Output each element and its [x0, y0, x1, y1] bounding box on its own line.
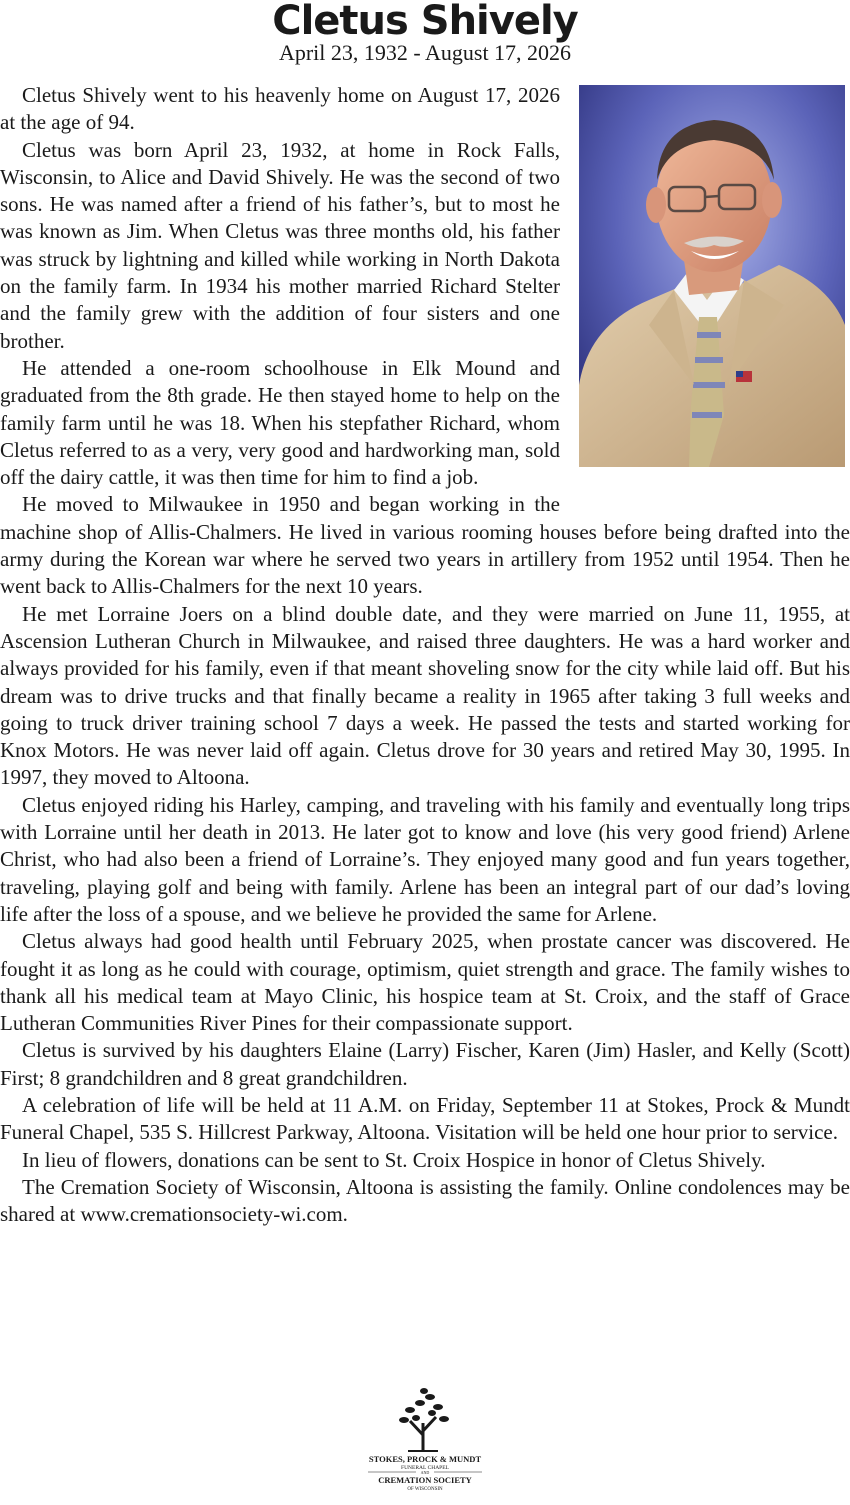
paragraph-4: He moved to Milwaukee in 1950 and began working in the machine shop of Allis-Chalmers. He lived in various rooming houses before being drafted into the army during the Korean war where he served two years in artillery from 1952 until 1954. Then he went back to Allis-Chalmers for the next 10 years. [0, 492, 850, 599]
paragraph-6: Cletus enjoyed riding his Harley, camping, and traveling with his family and eventually long trips with Lorraine until her death in 2013. He later got to know and love (his very good friend) Arlene Christ, who had also been a friend of Lorraine’s. They enjoyed many good and fun years together, traveling, playing golf and being with family. Arlene has been an integral part of our dad’s loving life after the loss of a spouse, and we believe he provided the same for Arlene. [0, 792, 850, 926]
paragraph-1: Cletus Shively went to his heavenly home on August 17, 2026 at the age of 94. [0, 83, 560, 135]
paragraph-5: He met Lorraine Joers on a blind double date, and they were married on June 11, 1955, at Ascension Lutheran Church in Milwaukee, and raised three daughters. He was a hard worker and always provided for his family, even if that meant shoveling snow for the city while laid off. But his dream was to drive trucks and that finally became a reality in 1965 after taking 3 full weeks and going to truck driver training school 7 days a week. He passed the tests and started working for Knox Motors. He was never laid off again. Cletus drove for 30 years and retired May 30, 1995. In 1997, they moved to Altoona. [0, 601, 850, 790]
life-dates: April 23, 1932 - August 17, 2026 [278, 40, 572, 65]
paragraph-3: He attended a one-room schoolhouse in Elk Mound and graduated from the 8th grade. He then stayed home to help on the family farm until he was 18. When his stepfather Richard, whom Cletus referred to as a very, very good and hardworking man, sold off the dairy cattle, it was then time for him to find a job. [0, 355, 560, 490]
logo-line-3: AND [420, 1470, 430, 1475]
funeral-home-logo [320, 1383, 530, 1500]
obituary-name: Cletus Shively [272, 0, 578, 44]
logo-line-2: FUNERAL CHAPEL [401, 1465, 449, 1471]
logo-line-5: OF WISCONSIN [407, 1487, 443, 1492]
logo-line-4: CREMATION SOCIETY [378, 1475, 472, 1485]
paragraph-9: A celebration of life will be held at 11 A.M. on Friday, September 11 at Stokes, Prock & Mundt Funeral Chapel, 535 S. Hillcrest Parkway, Altoona. Visitation will be held one hour prior to service. [0, 1092, 850, 1145]
paragraph-8: Cletus is survived by his daughters Elaine (Larry) Fischer, Karen (Jim) Hasler, and Kelly (Scott) First; 8 grandchildren and 8 great grandchildren. [0, 1038, 850, 1090]
paragraph-2: Cletus was born April 23, 1932, at home in Rock Falls, Wisconsin, to Alice and David Shively. He was the second of two sons. He was named after a friend of his father’s, but to most he was known as Jim. When Cletus was three months old, his father was struck by lightning and killed while working in North Dakota on the family farm. In 1934 his mother married Richard Stelter and the family grew with the addition of four sisters and one brother. [0, 137, 560, 353]
portrait-photo [579, 85, 845, 467]
paragraph-11: The Cremation Society of Wisconsin, Altoona is assisting the family. Online condolences may be shared at www.cremationsociety-wi.com. [0, 1174, 850, 1227]
logo-line-1: STOKES, PROCK & MUNDT [368, 1454, 482, 1464]
paragraph-10: In lieu of flowers, donations can be sent to St. Croix Hospice in honor of Cletus Shively. [22, 1147, 766, 1172]
paragraph-7: Cletus always had good health until February 2025, when prostate cancer was discovered. He fought it as long as he could with courage, optimism, quiet strength and grace. The family wishes to thank all his medical team at Mayo Clinic, his hospice team at St. Croix, and the staff of Grace Lutheran Communities River Pines for their compassionate support. [0, 929, 850, 1036]
tree-icon [399, 1388, 449, 1451]
